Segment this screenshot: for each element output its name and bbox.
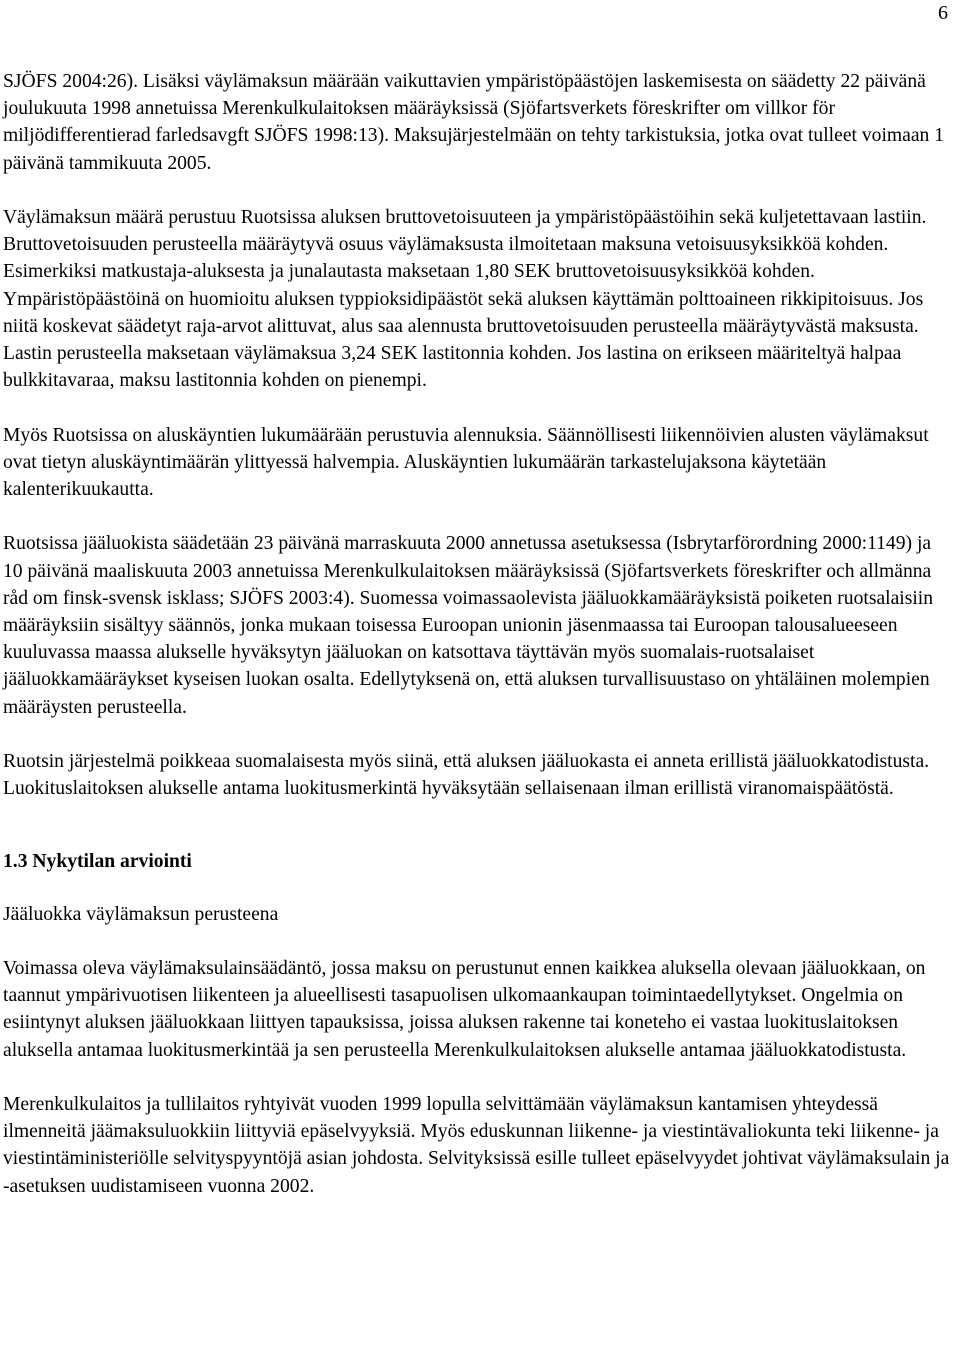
- section-heading: 1.3 Nykytilan arviointi: [3, 851, 192, 873]
- paragraph: Voimassa oleva väylämaksulainsäädäntö, jossa maksu on perustunut ennen kaikkea aluksella olevaan jääluokkaan, on taannut ympärivuotisen liikenteen ja alueellisesti tasapuolisen ulkomaankaupan toimintaedellytykset. Ongelmia on esiintynyt aluksen jääluokkaan liittyen tapauksissa, joissa aluksen rakenne tai koneteho ei vastaa luokituslaitoksen aluksella antamaa luokitusmerkintää ja sen perusteella Merenkulkulaitoksen alukselle antamaa jääluokkatodistusta.: [3, 958, 926, 1061]
- paragraph: Väylämaksun määrä perustuu Ruotsissa aluksen bruttovetoisuuteen ja ympäristöpäästöihin sekä kuljetettavaan lastiin. Bruttovetoisuuden perusteella määräytyvä osuus väylämaksusta ilmoitetaan maksuna vetoisuusyksikköä kohden. Esimerkiksi matkustaja-aluksesta ja junalautasta maksetaan 1,80 SEK bruttovetoisuusyksikköä kohden. Ympäristöpäästöinä on huomioitu aluksen typpioksidipäästöt sekä aluksen käyttämän polttoaineen rikkipitoisuus. Jos niitä koskevat säädetyt raja-arvot alittuvat, alus saa alennusta bruttovetoisuuden perusteella määräytyvästä maksusta. Lastin perusteella maksetaan väylämaksua 3,24 SEK lastitonnia kohden. Jos lastina on erikseen määriteltyä halpaa bulkkitavaraa, maksu lastitonnia kohden on pienempi.: [3, 207, 927, 392]
- page-number: 6: [938, 2, 948, 24]
- paragraph: Ruotsin järjestelmä poikkeaa suomalaisesta myös siinä, että aluksen jääluokasta ei anneta erillistä jääluokkatodistusta. Luokituslaitoksen alukselle antama luokitusmerkintä hyväksytään sellaisenaan ilman erillistä viranomaispäätöstä.: [3, 751, 930, 800]
- paragraph: Ruotsissa jääluokista säädetään 23 päivänä marraskuuta 2000 annetussa asetuksessa (Isbrytarförordning 2000:1149) ja 10 päivänä maaliskuuta 2003 annetuissa Merenkulkulaitoksen määräyksissä (Sjöfartsverkets föreskrifter och allmänna råd om finsk-svensk isklass; SJÖFS 2003:4). Suomessa voimassaolevista jääluokkamääräyksistä poiketen ruotsalaisiin määräyksiin sisältyy säännös, jonka mukaan toisessa Euroopan unionin jäsenmaassa tai Euroopan talousalueeseen kuuluvassa maassa alukselle hyväksytyn jääluokan on katsottava täyttävän myös suomalais-ruotsalaiset jääluokkamääräykset kyseisen luokan osalta. Edellytyksenä on, että aluksen turvallisuustaso on yhtäläinen molempien määräysten perusteella.: [3, 533, 934, 718]
- paragraph: SJÖFS 2004:26). Lisäksi väylämaksun määrään vaikuttavien ympäristöpäästöjen laskemisesta on säädetty 22 päivänä joulukuuta 1998 annetuissa Merenkulkulaitoksen määräyksissä (Sjöfartsverkets föreskrifter om villkor för miljödifferentierad farledsavgft SJÖFS 1998:13). Maksujärjestelmään on tehty tarkistuksia, jotka ovat tulleet voimaan 1 päivänä tammikuuta 2005.: [3, 71, 945, 174]
- document-body: [3, 68, 953, 1200]
- subheading: Jääluokka väylämaksun perusteena: [3, 903, 279, 925]
- paragraph: Merenkulkulaitos ja tullilaitos ryhtyivät vuoden 1999 lopulla selvittämään väylämaksun kantamisen yhteydessä ilmenneitä jäämaksuluokkiin liittyviä epäselvyyksiä. Myös eduskunnan liikenne- ja viestintävaliokunta teki liikenne- ja viestintäministeriölle selvityspyyntöjä asian johdosta. Selvityksissä esille tulleet epäselvyydet johtivat väylämaksulain ja -asetuksen uudistamiseen vuonna 2002.: [3, 1094, 950, 1197]
- paragraph: Myös Ruotsissa on aluskäyntien lukumäärään perustuvia alennuksia. Säännöllisesti liikennöivien alusten väylämaksut ovat tietyn aluskäyntimäärän ylittyessä halvempia. Aluskäyntien lukumäärän tarkastelujaksona käytetään kalenterikuukautta.: [3, 424, 929, 501]
